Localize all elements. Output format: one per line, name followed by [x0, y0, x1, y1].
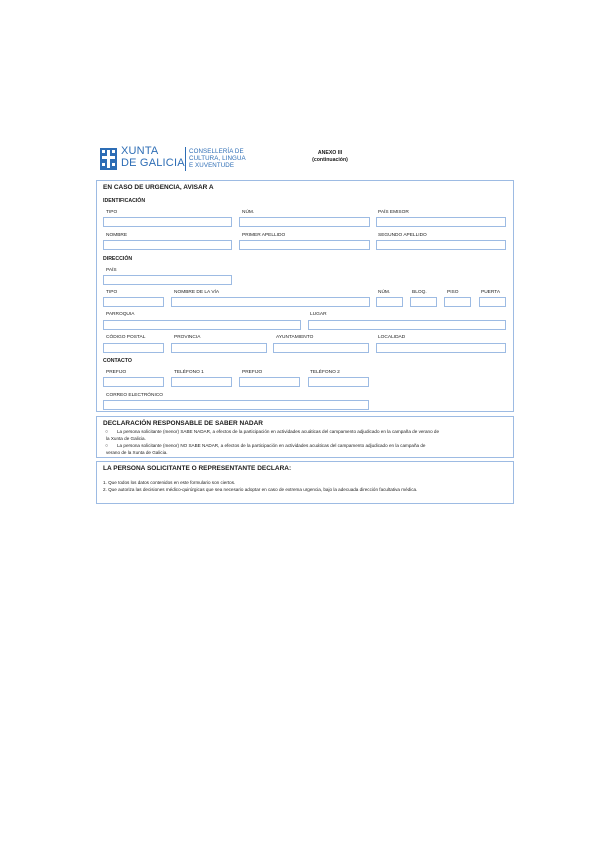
street-number-field[interactable]	[376, 297, 403, 307]
contact-title: CONTACTO	[103, 358, 132, 364]
swim-yes-line-1: La persona solicitante (menor) SABE NADAR, a efectos de la participación en actividades acuáticas del campamento adjudicado en la campaña de verano de	[117, 429, 440, 434]
declares-item-1: 1. Que todos los datos contenidos en este formulario son ciertos.	[103, 480, 236, 485]
first-surname-field[interactable]	[239, 240, 370, 250]
street-type-label: TIPO	[106, 290, 118, 295]
urgency-title: EN CASO DE URGENCIA, AVISAR A	[103, 184, 214, 191]
phone-1-label: TELÉFONO 1	[174, 370, 204, 375]
id-type-label: TIPO	[106, 210, 118, 215]
street-type-field[interactable]	[103, 297, 164, 307]
first-name-field[interactable]	[103, 240, 232, 250]
annex-title: ANEXO III	[317, 150, 343, 156]
logo-text-xunta: XUNTA	[121, 145, 159, 157]
province-label: PROVINCIA	[174, 335, 201, 340]
xunta-logo-cross-icon	[100, 148, 117, 170]
street-number-label: NÚM.	[378, 290, 391, 295]
door-label: PUERTA	[481, 290, 501, 295]
door-field[interactable]	[479, 297, 506, 307]
swim-no-line-1: La persona solicitante (menor) NO SABE NADAR, a efectos de la participación en actividades acuáticas del campamento adjudicado en la campaña de	[117, 443, 426, 448]
identification-title: IDENTIFICACIÓN	[103, 198, 146, 204]
locality-field[interactable]	[376, 343, 506, 353]
parish-label: PARROQUIA	[106, 312, 135, 317]
declares-item-2: 2. Que autoriza las decisiones médico-quirúrgicas que sea necesario adoptar en caso de extrema urgencia, bajo la adecuada dirección facultativa médica.	[103, 487, 418, 492]
first-surname-label: PRIMER APELLIDO	[242, 233, 286, 238]
prefix-2-field[interactable]	[239, 377, 300, 387]
phone-2-field[interactable]	[308, 377, 369, 387]
locality-label: LOCALIDAD	[378, 335, 406, 340]
prefix-1-field[interactable]	[103, 377, 164, 387]
declares-title: LA PERSONA SOLICITANTE O REPRESENTANTE DECLARA:	[103, 465, 292, 472]
country-label: PAÍS	[106, 268, 117, 273]
street-name-field[interactable]	[171, 297, 370, 307]
floor-label: PISO	[447, 290, 459, 295]
phone-2-label: TELÉFONO 2	[310, 370, 340, 375]
phone-1-field[interactable]	[171, 377, 232, 387]
email-label: CORREO ELECTRÓNICO	[106, 393, 164, 398]
id-country-label: PAÍS EMISOR	[378, 210, 409, 215]
block-field[interactable]	[410, 297, 437, 307]
conselleria-line-2: CULTURA, LINGUA	[189, 155, 246, 162]
block-label: BLOQ.	[412, 290, 427, 295]
country-field[interactable]	[103, 275, 232, 285]
id-number-field[interactable]	[239, 217, 370, 227]
swim-no-radio[interactable]: ○	[105, 443, 109, 449]
prefix-1-label: PREFIJO	[106, 370, 127, 375]
municipality-label: AYUNTAMIENTO	[276, 335, 314, 340]
annex-subtitle: (continuación)	[312, 157, 348, 163]
parish-field[interactable]	[103, 320, 301, 330]
prefix-2-label: PREFIJO	[242, 370, 263, 375]
email-field[interactable]	[103, 400, 369, 410]
logo-divider	[185, 147, 186, 171]
postal-code-label: CÓDIGO POSTAL	[106, 335, 146, 340]
id-type-field[interactable]	[103, 217, 232, 227]
id-country-field[interactable]	[376, 217, 506, 227]
swim-yes-line-2: la Xunta de Galicia.	[106, 436, 146, 441]
logo-text-galicia: DE GALICIA	[121, 157, 185, 169]
municipality-field[interactable]	[273, 343, 369, 353]
address-title: DIRECCIÓN	[103, 256, 133, 262]
province-field[interactable]	[171, 343, 267, 353]
postal-code-field[interactable]	[103, 343, 164, 353]
second-surname-field[interactable]	[376, 240, 506, 250]
second-surname-label: SEGUNDO APELLIDO	[378, 233, 427, 238]
id-number-label: NÚM.	[242, 210, 255, 215]
street-name-label: NOMBRE DE LA VÍA	[174, 290, 220, 295]
floor-field[interactable]	[444, 297, 471, 307]
place-field[interactable]	[308, 320, 506, 330]
swim-title: DECLARACIÓN RESPONSABLE DE SABER NADAR	[103, 420, 263, 427]
swim-no-line-2: verano de la Xunta de Galicia.	[106, 450, 168, 455]
swim-yes-radio[interactable]: ○	[105, 429, 109, 435]
conselleria-line-3: E XUVENTUDE	[189, 162, 235, 169]
conselleria-line-1: CONSELLERÍA DE	[189, 148, 244, 155]
first-name-label: NOMBRE	[106, 233, 128, 238]
place-label: LUGAR	[310, 312, 327, 317]
